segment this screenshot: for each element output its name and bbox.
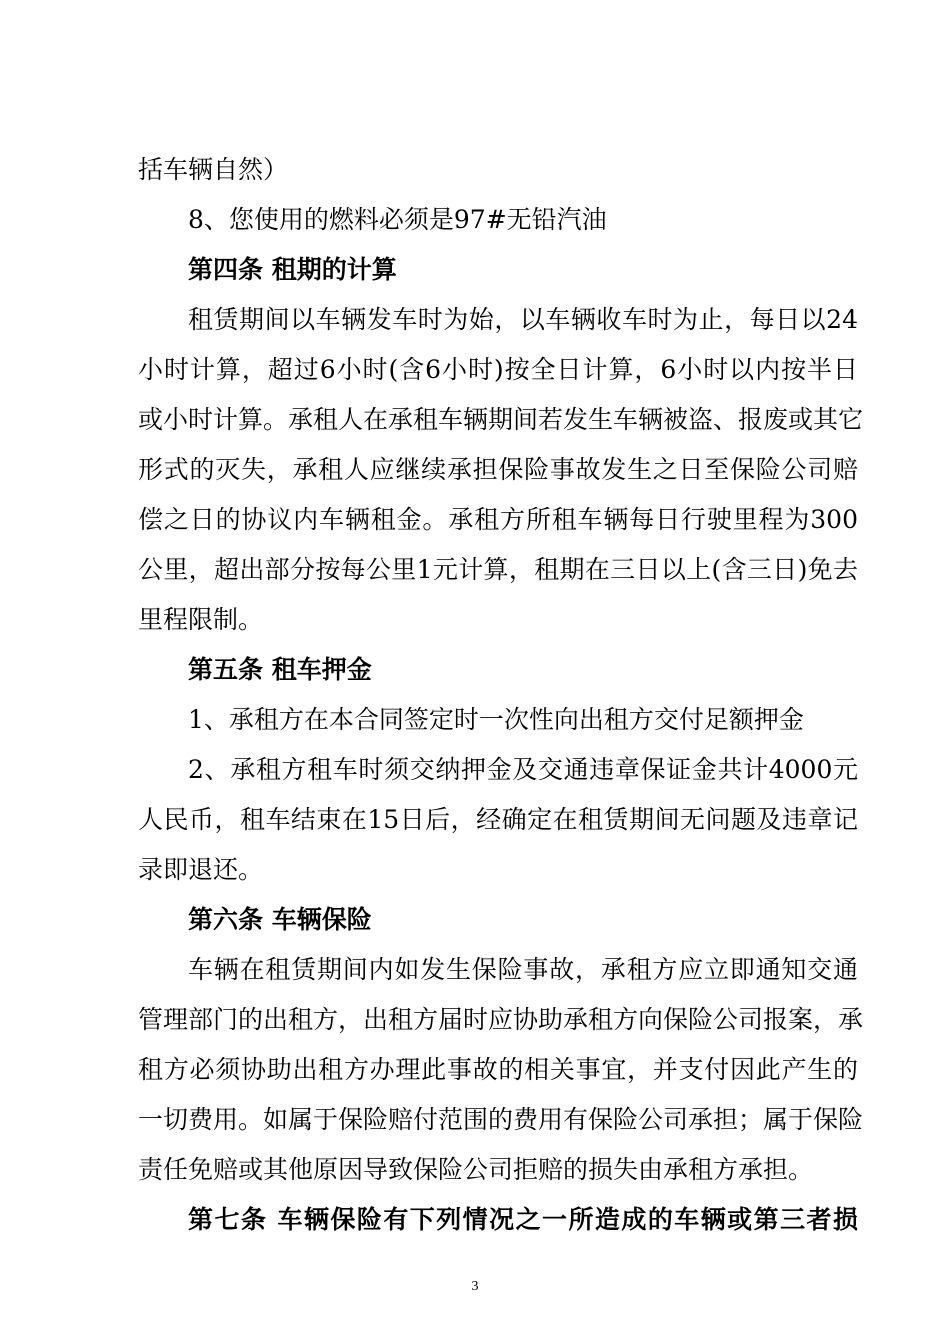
section-heading-article-7: 第七条 车辆保险有下列情况之一所造成的车辆或第三者损 xyxy=(188,1205,858,1234)
section-heading-article-6: 第六条 车辆保险 xyxy=(188,905,372,934)
paragraph-line: 车辆在租赁期间内如发生保险事故，承租方应立即通知交通 xyxy=(188,955,858,984)
paragraph-line: 责任免赔或其他原因导致保险公司拒赔的损失由承租方承担。 xyxy=(138,1155,814,1184)
list-item-deposit-1: 1、承租方在本合同签定时一次性向出租方交付足额押金 xyxy=(188,705,804,734)
section-heading-article-4: 第四条 租期的计算 xyxy=(188,255,397,284)
page-number: 3 xyxy=(471,1279,479,1294)
paragraph-line: 形式的灭失，承租人应继续承担保险事故发生之日至保险公司赔 xyxy=(138,455,858,484)
paragraph-line: 一切费用。如属于保险赔付范围的费用有保险公司承担；属于保险 xyxy=(138,1105,864,1134)
paragraph-line: 录即退还。 xyxy=(138,855,264,884)
paragraph-line: 租方必须协助出租方办理此事故的相关事宜，并支付因此产生的 xyxy=(138,1055,858,1084)
paragraph-line: 人民币，租车结束在15日后，经确定在租赁期间无问题及违章记 xyxy=(138,805,858,834)
paragraph-line: 租赁期间以车辆发车时为始，以车辆收车时为止，每日以24 xyxy=(188,305,858,334)
paragraph-line: 偿之日的协议内车辆租金。承租方所租车辆每日行驶里程为300 xyxy=(138,505,858,534)
section-heading-article-5: 第五条 租车押金 xyxy=(188,655,372,684)
list-item-deposit-2: 2、承租方租车时须交纳押金及交通违章保证金共计4000元 xyxy=(188,755,858,784)
list-item-fuel: 8、您使用的燃料必须是97#无铅汽油 xyxy=(188,205,607,234)
paragraph-line: 管理部门的出租方，出租方届时应协助承租方向保险公司报案，承 xyxy=(138,1005,864,1034)
paragraph-line: 里程限制。 xyxy=(138,605,264,634)
paragraph-line: 或小时计算。承租人在承租车辆期间若发生车辆被盗、报废或其它 xyxy=(138,405,864,434)
text-line: 括车辆自然） xyxy=(138,155,289,184)
paragraph-line: 公里，超出部分按每公里1元计算，租期在三日以上(含三日)免去 xyxy=(138,555,858,584)
paragraph-line: 小时计算，超过6小时(含6小时)按全日计算，6小时以内按半日 xyxy=(138,355,858,384)
